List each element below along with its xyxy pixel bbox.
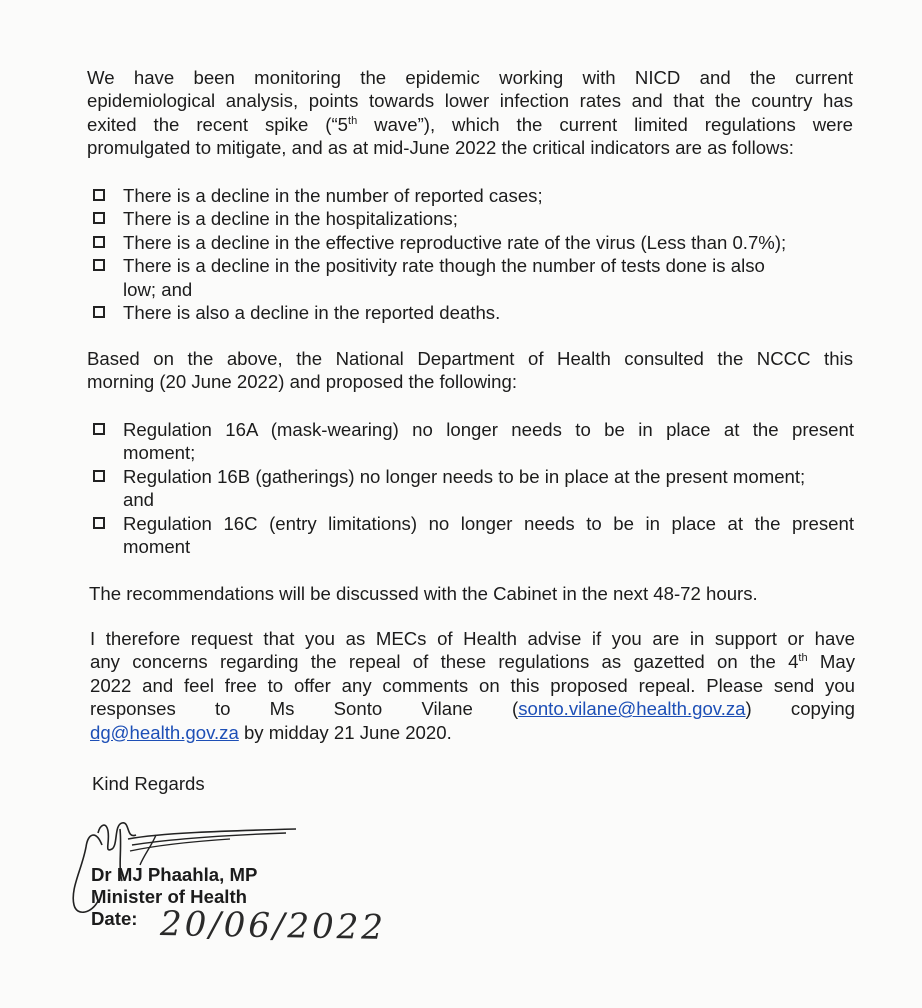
proposal-list xyxy=(90,418,854,558)
signatory-title: Minister of Health xyxy=(91,886,247,907)
checkbox-bullet-icon xyxy=(93,517,105,529)
consultation-paragraph xyxy=(87,347,853,394)
list-item: There is also a decline in the reported deaths. xyxy=(90,301,860,324)
list-item: There is a decline in the number of reported cases; xyxy=(90,184,860,207)
indicator-list xyxy=(90,184,860,324)
consultation-line: Based on the above, the National Department of Health consulted the NCCC this xyxy=(87,348,853,369)
checkbox-bullet-icon xyxy=(93,423,105,435)
list-item: Regulation 16C (entry limitations) no longer needs to be in place at the present moment xyxy=(90,512,854,559)
email-link-dg[interactable]: dg@health.gov.za xyxy=(90,721,239,743)
intro-line: promulgated to mitigate, and as at mid-June 2022 the critical indicators are as follows: xyxy=(87,137,794,159)
cabinet-line: The recommendations will be discussed with the Cabinet in the next 48-72 hours. xyxy=(89,583,758,604)
checkbox-bullet-icon xyxy=(93,212,105,224)
list-item: There is a decline in the hospitalizations; xyxy=(90,207,860,230)
list-item: Regulation 16B (gatherings) no longer needs to be in place at the present moment; and xyxy=(90,465,854,512)
intro-paragraph xyxy=(87,66,853,160)
request-paragraph: I therefore request that you as MECs of Health advise if you are in support or have any concerns regarding the repeal of these regulations as gazetted on the 4th May 2022 and feel free to offer any comments on this proposed repeal. Please send you responses to Ms Sonto Vilane (sonto.vilane@health.gov.za) copying dg@health.gov.za by midday 21 June 2020. xyxy=(90,628,856,743)
list-item: There is a decline in the effective reproductive rate of the virus (Less than 0.7%); xyxy=(90,231,860,254)
cabinet-paragraph xyxy=(89,582,855,605)
date-label: Date: xyxy=(91,908,138,929)
list-item: There is a decline in the positivity rate though the number of tests done is also low; and xyxy=(90,254,860,301)
checkbox-bullet-icon xyxy=(93,470,105,482)
intro-line: epidemiological analysis, points towards lower infection rates and that the country has xyxy=(87,90,853,112)
signatory-name: Dr MJ Phaahla, MP xyxy=(91,864,258,885)
email-link-sonto-vilane[interactable]: sonto.vilane@health.gov.za xyxy=(518,698,746,720)
handwritten-date: 20/06/2022 xyxy=(159,904,387,948)
closing-text: Kind Regards xyxy=(92,773,205,794)
checkbox-bullet-icon xyxy=(93,236,105,248)
checkbox-bullet-icon xyxy=(93,259,105,271)
consultation-line: morning (20 June 2022) and proposed the following: xyxy=(87,371,518,393)
intro-line: We have been monitoring the epidemic working with NICD and the current xyxy=(87,67,853,88)
list-item: Regulation 16A (mask-wearing) no longer needs to be in place at the present moment; xyxy=(90,418,854,465)
checkbox-bullet-icon xyxy=(93,189,105,201)
intro-line: exited the recent spike (“5th wave”), which the current limited regulations were xyxy=(87,113,853,135)
checkbox-bullet-icon xyxy=(93,306,105,318)
